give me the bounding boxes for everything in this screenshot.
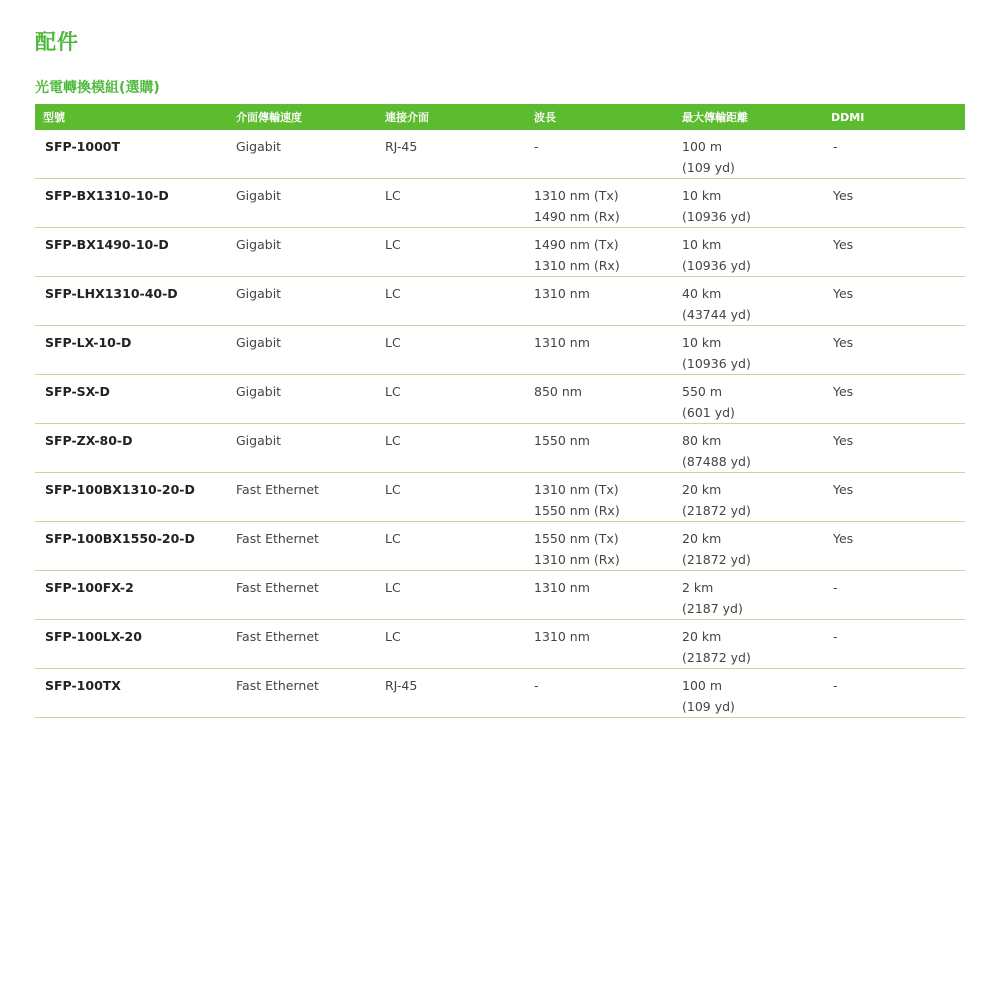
cell-ddmi: - xyxy=(823,571,965,620)
cell-speed: Gigabit xyxy=(228,277,377,326)
header-model: 型號 xyxy=(35,104,228,130)
cell-ddmi: Yes xyxy=(823,277,965,326)
header-distance: 最大傳輸距離 xyxy=(674,104,823,130)
cell-speed: Gigabit xyxy=(228,130,377,179)
cell-interface: LC xyxy=(377,277,526,326)
cell-model: SFP-100BX1310-20-D xyxy=(35,473,228,522)
distance-line: 100 m xyxy=(682,139,723,154)
cell-model: SFP-LX-10-D xyxy=(35,326,228,375)
distance-line: (21872 yd) xyxy=(682,552,751,567)
cell-wavelength xyxy=(526,571,674,620)
cell-distance xyxy=(674,571,823,620)
distance-line: 2 km xyxy=(682,580,714,595)
cell-speed: Fast Ethernet xyxy=(228,669,377,718)
cell-wavelength xyxy=(526,228,674,277)
cell-model: SFP-1000T xyxy=(35,130,228,179)
distance-line: (10936 yd) xyxy=(682,209,751,224)
wavelength-line: 1310 nm xyxy=(534,335,590,350)
distance-line: 10 km xyxy=(682,335,722,350)
cell-speed: Fast Ethernet xyxy=(228,522,377,571)
cell-distance xyxy=(674,424,823,473)
distance-line: (21872 yd) xyxy=(682,650,751,665)
distance-line: (10936 yd) xyxy=(682,356,751,371)
cell-model: SFP-100FX-2 xyxy=(35,571,228,620)
cell-speed: Fast Ethernet xyxy=(228,620,377,669)
cell-speed: Fast Ethernet xyxy=(228,571,377,620)
cell-ddmi: Yes xyxy=(823,228,965,277)
table-row xyxy=(35,277,965,326)
cell-interface: LC xyxy=(377,424,526,473)
table-row xyxy=(35,620,965,669)
cell-speed: Gigabit xyxy=(228,424,377,473)
wavelength-line: 1310 nm xyxy=(534,629,590,644)
table-header xyxy=(35,104,965,130)
cell-distance xyxy=(674,130,823,179)
cell-distance xyxy=(674,669,823,718)
cell-model: SFP-100BX1550-20-D xyxy=(35,522,228,571)
wavelength-line: 1490 nm (Rx) xyxy=(534,209,620,224)
distance-line: 40 km xyxy=(682,286,722,301)
cell-ddmi: - xyxy=(823,620,965,669)
table-row xyxy=(35,179,965,228)
cell-wavelength xyxy=(526,473,674,522)
wavelength-line: 1310 nm (Tx) xyxy=(534,482,619,497)
distance-line: (10936 yd) xyxy=(682,258,751,273)
distance-line: 20 km xyxy=(682,482,722,497)
cell-distance xyxy=(674,277,823,326)
wavelength-line: 1490 nm (Tx) xyxy=(534,237,619,252)
cell-ddmi: - xyxy=(823,130,965,179)
header-speed: 介面傳輸速度 xyxy=(228,104,377,130)
cell-speed: Gigabit xyxy=(228,375,377,424)
cell-wavelength xyxy=(526,669,674,718)
cell-interface: LC xyxy=(377,326,526,375)
cell-wavelength xyxy=(526,326,674,375)
cell-interface: RJ-45 xyxy=(377,130,526,179)
cell-distance xyxy=(674,326,823,375)
table-body xyxy=(35,130,965,718)
table-row xyxy=(35,669,965,718)
cell-model: SFP-SX-D xyxy=(35,375,228,424)
distance-line: (109 yd) xyxy=(682,699,735,714)
cell-interface: LC xyxy=(377,571,526,620)
distance-line: (2187 yd) xyxy=(682,601,743,616)
distance-line: 100 m xyxy=(682,678,723,693)
wavelength-line: 1310 nm xyxy=(534,580,590,595)
header-interface: 連接介面 xyxy=(377,104,526,130)
table-header-row xyxy=(35,104,965,130)
cell-interface: LC xyxy=(377,473,526,522)
table-row xyxy=(35,228,965,277)
cell-interface: LC xyxy=(377,620,526,669)
wavelength-line: 1550 nm (Rx) xyxy=(534,503,620,518)
distance-line: (601 yd) xyxy=(682,405,735,420)
wavelength-line: 1310 nm (Rx) xyxy=(534,258,620,273)
cell-model: SFP-LHX1310-40-D xyxy=(35,277,228,326)
distance-line: (109 yd) xyxy=(682,160,735,175)
table-row xyxy=(35,473,965,522)
table-row xyxy=(35,375,965,424)
cell-distance xyxy=(674,179,823,228)
cell-wavelength xyxy=(526,130,674,179)
cell-model: SFP-ZX-80-D xyxy=(35,424,228,473)
distance-line: (43744 yd) xyxy=(682,307,751,322)
distance-line: 10 km xyxy=(682,237,722,252)
cell-distance xyxy=(674,375,823,424)
cell-distance xyxy=(674,228,823,277)
cell-ddmi: Yes xyxy=(823,522,965,571)
page-title: 配件 xyxy=(35,30,79,54)
cell-wavelength xyxy=(526,277,674,326)
cell-interface: LC xyxy=(377,375,526,424)
cell-ddmi: Yes xyxy=(823,424,965,473)
table-row xyxy=(35,424,965,473)
cell-wavelength xyxy=(526,522,674,571)
cell-distance xyxy=(674,473,823,522)
cell-interface: LC xyxy=(377,179,526,228)
cell-speed: Fast Ethernet xyxy=(228,473,377,522)
cell-speed: Gigabit xyxy=(228,179,377,228)
table-row xyxy=(35,326,965,375)
distance-line: 550 m xyxy=(682,384,723,399)
cell-model: SFP-100TX xyxy=(35,669,228,718)
cell-speed: Gigabit xyxy=(228,326,377,375)
cell-ddmi: - xyxy=(823,669,965,718)
cell-wavelength xyxy=(526,620,674,669)
cell-ddmi: Yes xyxy=(823,375,965,424)
cell-interface: LC xyxy=(377,522,526,571)
distance-line: 20 km xyxy=(682,629,722,644)
distance-line: 10 km xyxy=(682,188,722,203)
cell-wavelength xyxy=(526,375,674,424)
wavelength-line: 1310 nm (Rx) xyxy=(534,552,620,567)
distance-line: 20 km xyxy=(682,531,722,546)
wavelength-line: - xyxy=(534,678,539,693)
cell-speed: Gigabit xyxy=(228,228,377,277)
cell-ddmi: Yes xyxy=(823,326,965,375)
cell-model: SFP-100LX-20 xyxy=(35,620,228,669)
cell-distance xyxy=(674,522,823,571)
table-row xyxy=(35,522,965,571)
wavelength-line: 1550 nm (Tx) xyxy=(534,531,619,546)
cell-ddmi: Yes xyxy=(823,179,965,228)
cell-interface: LC xyxy=(377,228,526,277)
distance-line: 80 km xyxy=(682,433,722,448)
cell-wavelength xyxy=(526,424,674,473)
table-row xyxy=(35,130,965,179)
distance-line: (87488 yd) xyxy=(682,454,751,469)
cell-model: SFP-BX1310-10-D xyxy=(35,179,228,228)
header-ddmi: DDMI xyxy=(823,104,965,130)
distance-line: (21872 yd) xyxy=(682,503,751,518)
cell-interface: RJ-45 xyxy=(377,669,526,718)
cell-distance xyxy=(674,620,823,669)
wavelength-line: 1310 nm xyxy=(534,286,590,301)
wavelength-line: 1550 nm xyxy=(534,433,590,448)
cell-model: SFP-BX1490-10-D xyxy=(35,228,228,277)
cell-wavelength xyxy=(526,179,674,228)
wavelength-line: 850 nm xyxy=(534,384,582,399)
cell-ddmi: Yes xyxy=(823,473,965,522)
header-wavelength: 波長 xyxy=(526,104,674,130)
table-row xyxy=(35,571,965,620)
wavelength-line: - xyxy=(534,139,539,154)
wavelength-line: 1310 nm (Tx) xyxy=(534,188,619,203)
section-title: 光電轉換模組(選購) xyxy=(35,80,160,96)
spec-table xyxy=(35,104,965,718)
